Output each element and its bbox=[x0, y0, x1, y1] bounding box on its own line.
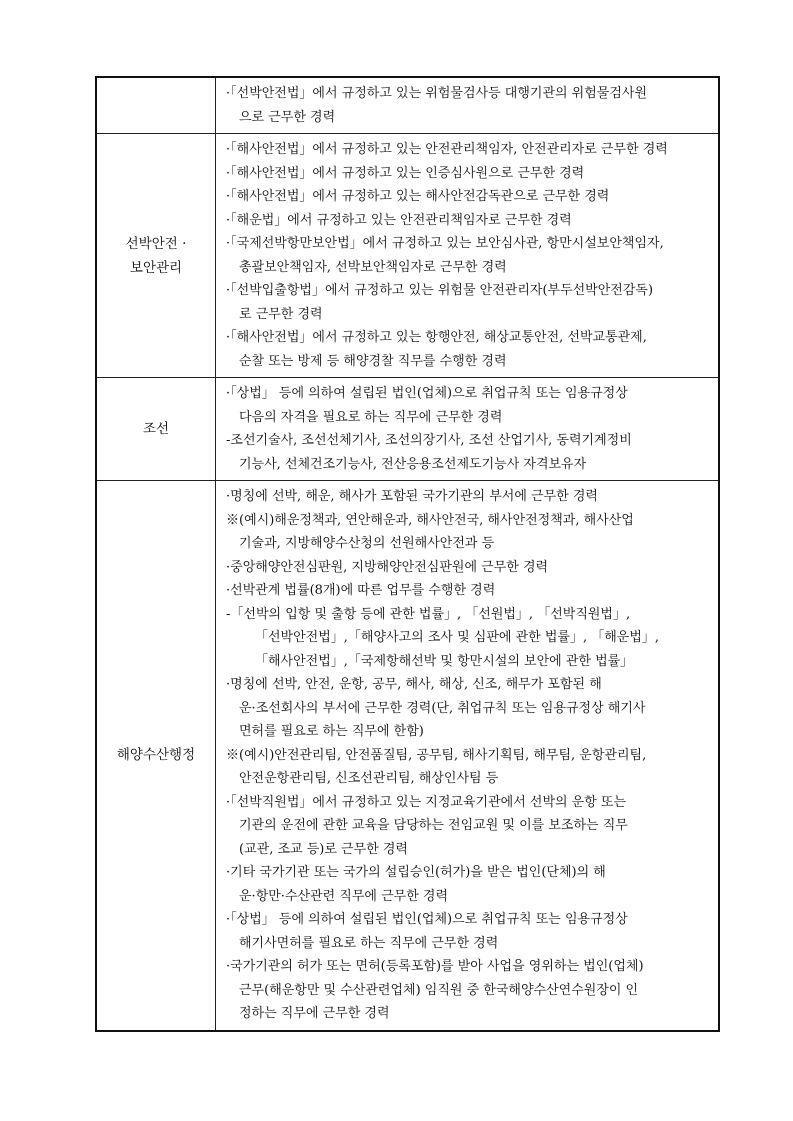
category-cell bbox=[96, 134, 216, 378]
category-cell bbox=[96, 77, 216, 134]
description-line: ·중앙해양안전심판원, 지방해양안전심판원에 근무한 경력 bbox=[226, 559, 549, 575]
category-cell bbox=[96, 378, 216, 481]
description-line: 운·항만·수산관련 직무에 근무한 경력 bbox=[239, 888, 449, 904]
description-line: 으로 근무한 경력 bbox=[239, 109, 336, 125]
table-row bbox=[96, 134, 719, 378]
description-line: ·선박관계 법률(8개)에 따른 업무를 수행한 경력 bbox=[226, 583, 496, 598]
description-line: ·명칭에 선박, 해운, 해사가 포함된 국가기관의 부서에 근무한 경력 bbox=[226, 489, 598, 504]
description-line: 면허를 필요로 하는 직무에 한함) bbox=[239, 724, 424, 739]
description-line: ※(예시)해운정책과, 연안해운과, 해사안전국, 해사안전정책과, 해사산업 bbox=[226, 512, 634, 528]
category-label: 조선 bbox=[142, 421, 170, 437]
description-line: ·「선박안전법」에서 규정하고 있는 위험물검사등 대행기관의 위험물검사원 bbox=[226, 86, 648, 101]
description-line: ·「선박입출항법」에서 규정하고 있는 위험물 안전관리자(부두선박안전감독) bbox=[226, 283, 654, 298]
description-line: 순찰 또는 방제 등 해양경찰 직무를 수행한 경력 bbox=[239, 353, 507, 369]
description-line: ·「해사안전법」에서 규정하고 있는 해사안전감독관으로 근무한 경력 bbox=[226, 189, 610, 204]
description-line: ·「선박직원법」에서 규정하고 있는 지정교육기관에서 선박의 운항 또는 bbox=[226, 794, 627, 810]
career-description-cell bbox=[216, 481, 720, 1031]
description-line: 운·조선회사의 부서에 근무한 경력(단, 취업규칙 또는 임용규정상 해기사 bbox=[239, 700, 646, 716]
description-line: (교관, 조교 등)로 근무한 경력 bbox=[239, 841, 408, 857]
description-line: 「해사안전법」,「국제항해선박 및 항만시설의 보안에 관한 법률」 bbox=[255, 653, 634, 669]
description-line: 총괄보안책임자, 선박보안책임자로 근무한 경력 bbox=[239, 259, 507, 275]
description-line: ·기타 국가기관 또는 국가의 설립승인(허가)을 받은 법인(단체)의 해 bbox=[226, 865, 606, 880]
career-description-cell bbox=[216, 378, 720, 481]
description-line: 해기사면허를 필요로 하는 직무에 근무한 경력 bbox=[239, 935, 499, 951]
description-line: ·「해사안전법」에서 규정하고 있는 안전관리책임자, 안전관리자로 근무한 경력 bbox=[226, 142, 668, 157]
description-line: 근무(해운항만 및 수산관련업체) 임직원 중 한국해양수산연수원장이 인 bbox=[239, 982, 639, 998]
description-line: 다음의 자격을 필요로 하는 직무에 근무한 경력 bbox=[239, 409, 503, 425]
description-line: 안전운항관리팀, 신조선관리팀, 해상인사팀 등 bbox=[239, 771, 499, 786]
description-line: 기술과, 지방해양수산청의 선원해사안전과 등 bbox=[239, 536, 495, 551]
description-line: ·「상법」 등에 의하여 설립된 법인(업체)으로 취업규칙 또는 임용규정상 bbox=[226, 912, 628, 927]
table-row bbox=[96, 378, 719, 481]
category-cell bbox=[96, 481, 216, 1031]
description-line: ·「해사안전법」에서 규정하고 있는 인증심사원으로 근무한 경력 bbox=[226, 165, 585, 181]
description-line: ·「국제선박항만보안법」에서 규정하고 있는 보안심사관, 항만시설보안책임자, bbox=[226, 236, 664, 251]
qualification-table bbox=[95, 76, 720, 1032]
description-line: 기능사, 선체건조기능사, 전산응용조선제도기능사 자격보유자 bbox=[239, 456, 587, 472]
category-label: 보안관리 bbox=[129, 259, 183, 276]
description-line: -조선기술사, 조선선체기사, 조선의장기사, 조선 산업기사, 동력기계정비 bbox=[226, 433, 632, 448]
description-line: 로 근무한 경력 bbox=[239, 306, 323, 322]
description-line: ·「해사안전법」에서 규정하고 있는 항행안전, 해상교통안전, 선박교통관제, bbox=[226, 330, 647, 345]
description-line: ※(예시)안전관리팀, 안전품질팀, 공무팀, 해사기획팀, 해무팀, 운항관리팀, bbox=[226, 747, 647, 763]
description-line: ·「해운법」에서 규정하고 있는 안전관리책임자로 근무한 경력 bbox=[226, 212, 572, 228]
description-line: ·명칭에 선박, 안전, 운항, 공무, 해사, 해상, 신조, 해무가 포함된 해 bbox=[226, 677, 602, 692]
career-description-cell bbox=[216, 134, 720, 378]
description-line: -「선박의 입항 및 출항 등에 관한 법률」, 「선원법」, 「선박직원법」, bbox=[226, 606, 631, 622]
description-line: 「선박안전법」,「해양사고의 조사 및 심판에 관한 법률」, 「해운법」, bbox=[255, 630, 660, 645]
category-label: 해양수산행정 bbox=[116, 747, 196, 764]
description-line: ·「상법」 등에 의하여 설립된 법인(업체)으로 취업규칙 또는 임용규정상 bbox=[226, 386, 628, 401]
career-description-cell bbox=[216, 77, 720, 134]
description-line: ·국가기관의 허가 또는 면허(등록포함)를 받아 사업을 영위하는 법인(업체) bbox=[226, 959, 644, 974]
description-line: 기관의 운전에 관한 교육을 담당하는 전임교원 및 이를 보조하는 직무 bbox=[239, 818, 628, 833]
table-row bbox=[96, 77, 719, 134]
category-label: 선박안전 · bbox=[125, 235, 187, 252]
table-row bbox=[96, 481, 719, 1031]
description-line: 정하는 직무에 근무한 경력 bbox=[239, 1006, 390, 1021]
